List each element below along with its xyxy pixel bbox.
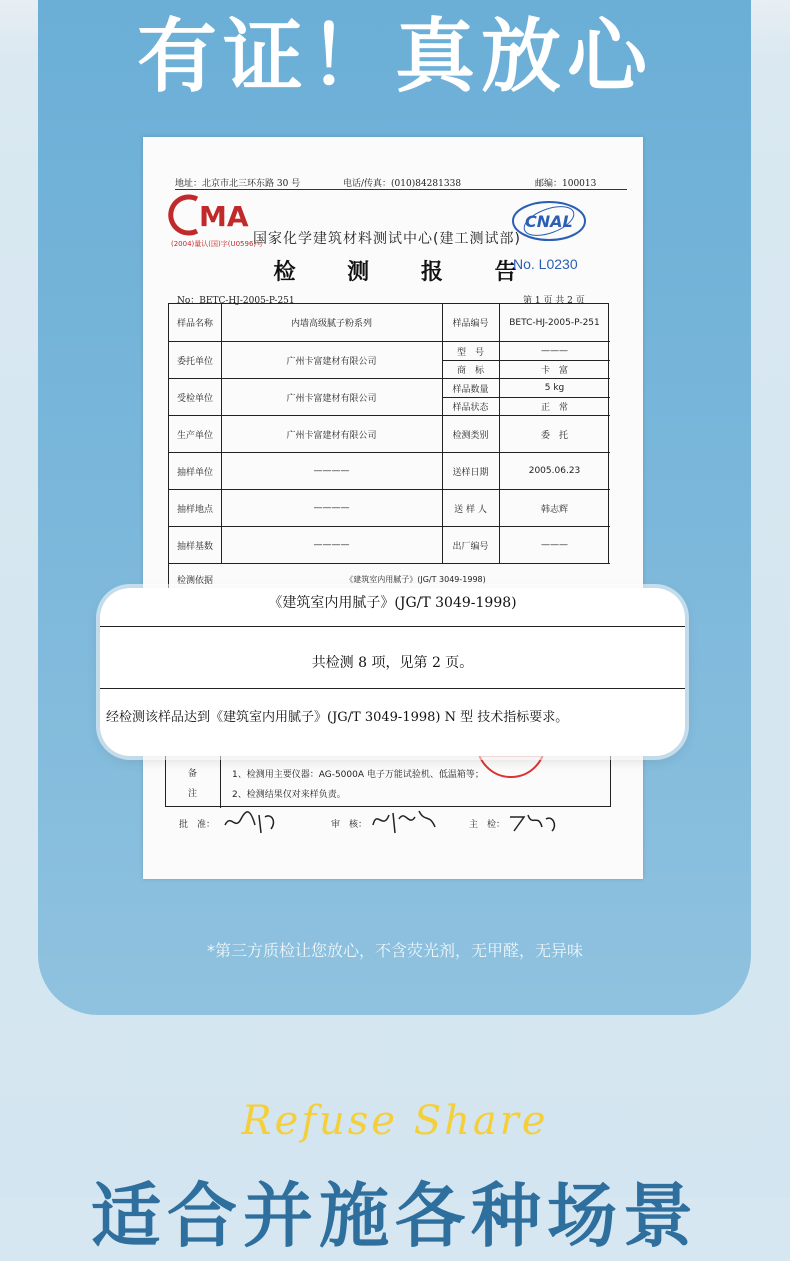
test-center-name: 国家化学建筑材料测试中心(建工测试部) (253, 231, 521, 247)
cma-letters: MA (199, 200, 249, 233)
row-label: 受检单位 (176, 393, 213, 404)
table-row (169, 416, 610, 453)
row-label: 抽样地点 (176, 504, 213, 515)
row-value: ———— (313, 540, 350, 550)
notes-label-1: 备 (188, 769, 198, 779)
row-label: 抽样单位 (176, 467, 213, 478)
address-line (175, 176, 627, 190)
row-label: 送样日期 (452, 467, 489, 478)
report-title: 检 测 报 告 (273, 260, 539, 285)
notes-label-2: 注 (188, 789, 198, 799)
row-label: 抽样基数 (176, 541, 213, 552)
row-label: 生产单位 (176, 430, 213, 441)
cnal-letters: CNAL (525, 212, 573, 231)
address: 地址：北京市北三环东路 30 号 (175, 179, 301, 189)
row-value: BETC-HJ-2005-P-251 (509, 317, 600, 328)
table-row (169, 304, 610, 342)
note-2: 2、检测结果仅对来样负责。 (232, 790, 346, 800)
row-label: 型 号 (456, 347, 484, 358)
signature-inspect-icon (504, 807, 564, 837)
row-value: 广州卡富建材有限公司 (286, 356, 377, 367)
page-title: 有证！真放心 (137, 10, 653, 103)
row-value: 韩志辉 (540, 504, 568, 515)
table-row (169, 453, 610, 490)
row-value: ———— (313, 466, 350, 476)
report-number: No：BETC-HJ-2005-P-251 (177, 296, 295, 306)
row-label: 送 样 人 (454, 504, 487, 515)
row-value: 2005.06.23 (528, 466, 581, 476)
zoom-items-text: 共检测 8 项，见第 2 页。 (311, 655, 474, 671)
note-1: 1、检测用主要仪器：AG-5000A 电子万能试验机、低温箱等； (232, 770, 484, 780)
row-value: ——— (541, 346, 568, 356)
row-value: 广州卡富建材有限公司 (286, 393, 377, 404)
table-row (169, 342, 610, 379)
signature-review-icon (369, 805, 439, 837)
page-number: 第 1 页 共 2 页 (523, 296, 585, 306)
row-value: ——— (541, 540, 568, 550)
row-label: 样品状态 (452, 403, 489, 413)
row-label: 检测类别 (452, 430, 489, 441)
row-value: 5 kg (544, 383, 565, 393)
signature-approve-icon (221, 807, 281, 837)
inspect-label: 主 检： (469, 820, 506, 830)
zoom-basis-text: 《建筑室内用腻子》(JG/T 3049-1998) (268, 595, 517, 611)
row-label: 样品名称 (176, 319, 213, 329)
zoom-conclusion-text: 经检测该样品达到《建筑室内用腻子》(JG/T 3049-1998) N 型 技术指标要求。 (106, 710, 569, 725)
report-table (168, 303, 609, 593)
row-value: ———— (313, 503, 350, 513)
script-decoration-text: Refuse Share (241, 1098, 549, 1144)
review-label: 审 核： (331, 820, 368, 830)
row-label: 样品编号 (452, 319, 489, 329)
table-row (169, 490, 610, 527)
postcode: 邮编：100013 (535, 179, 597, 189)
row-label: 出厂编号 (452, 541, 489, 552)
approve-label: 批 准： (179, 820, 216, 830)
cma-subtext: (2004)量认(国)字(U0596)号 (171, 240, 264, 248)
basis-label: 检测依据 (169, 564, 221, 594)
phone: 电话/传真：(010)84281338 (343, 179, 462, 189)
row-value: 委 托 (540, 430, 568, 441)
cnal-mark-icon (509, 199, 589, 243)
caption: *第三方质检让您放心，不含荧光剂，无甲醛，无异味 (206, 941, 583, 960)
row-label: 样品数量 (452, 384, 489, 395)
row-label: 委托单位 (176, 356, 213, 367)
row-value: 卡 富 (540, 366, 568, 376)
row-value: 正 常 (540, 403, 568, 413)
row-value: 广州卡富建材有限公司 (286, 430, 377, 441)
signature-row (179, 813, 609, 837)
row-value: 内墙高级腻子粉系列 (290, 319, 372, 329)
bottom-title: 适合并施各种场景 (91, 1175, 699, 1257)
zoom-lens-panel (100, 588, 685, 756)
certificate-number: No. L0230 (513, 256, 578, 272)
row-label: 商 标 (456, 366, 484, 376)
table-row (169, 527, 610, 564)
basis-value: 《建筑室内用腻子》(JG/T 3049-1998) (221, 564, 610, 594)
test-report-document (143, 137, 643, 879)
table-row (169, 379, 610, 416)
